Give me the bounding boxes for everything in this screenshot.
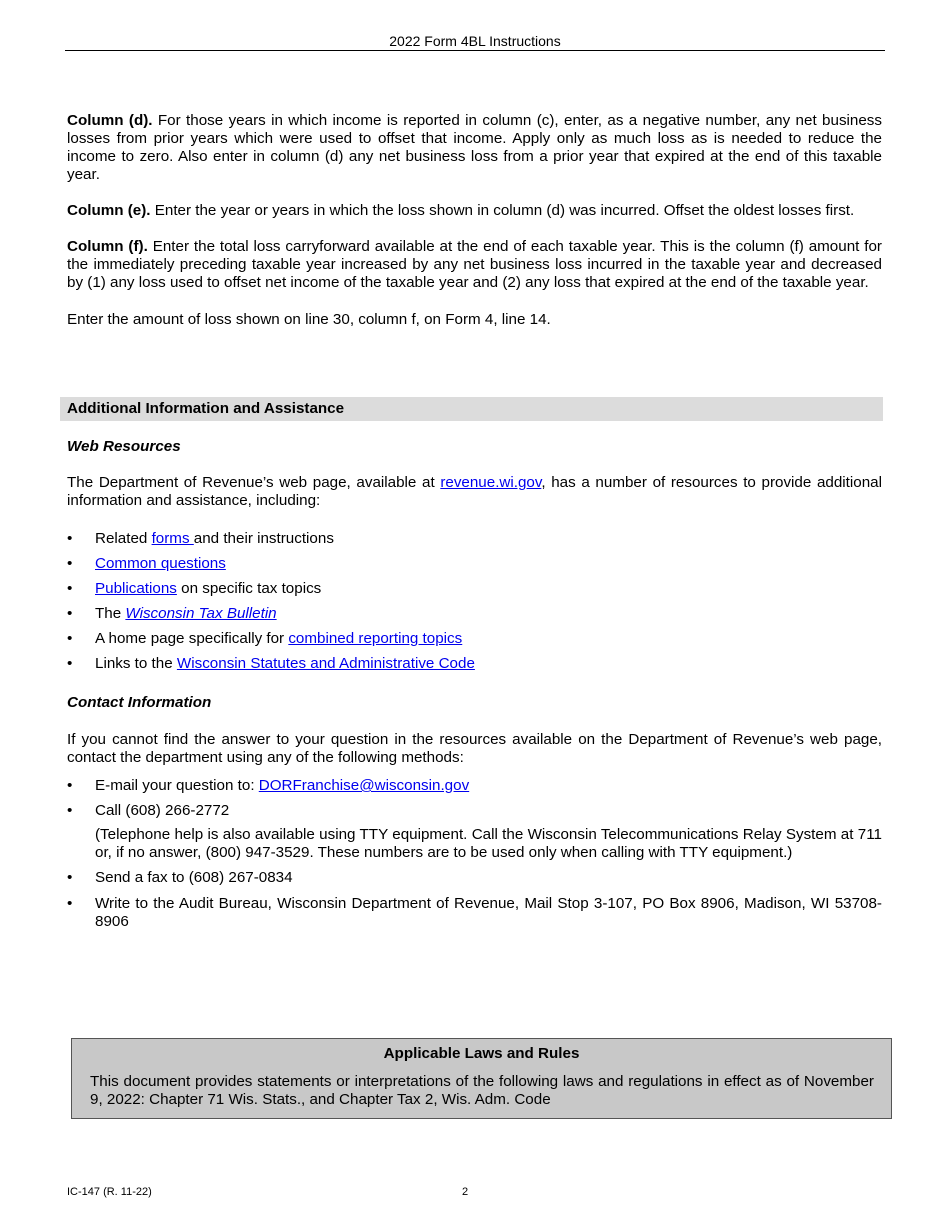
column-e-paragraph — [67, 202, 882, 220]
bullet-icon: • — [67, 655, 73, 672]
column-f-text: Enter the total loss carryforward available at the end of each taxable year. This is the column (f) amount for the immediately preceding taxable year increased by any net business loss incurred in the taxable year and decreased by (1) any loss used to offset net income of the taxable year and (2) any loss that expired at the end of the taxable year. — [67, 238, 882, 291]
form-id: IC-147 (R. 11-22) — [67, 1186, 152, 1198]
column-e-text: Enter the year or years in which the loss shown in column (d) was incurred. Offset the oldest losses first. — [150, 202, 855, 219]
web-resources-heading: Web Resources — [67, 438, 181, 455]
write-text: Write to the Audit Bureau, Wisconsin Department of Revenue, Mail Stop 3-107, PO Box 8906, Madison, WI 53708-8906 — [95, 895, 882, 930]
bullet-text: Related — [95, 530, 152, 547]
publications-link[interactable]: Publications — [95, 580, 177, 597]
applicable-laws-title: Applicable Laws and Rules — [383, 1045, 580, 1062]
bullet-text: and their instructions — [193, 530, 334, 547]
bullet-icon: • — [67, 895, 73, 912]
column-e-label: Column (e). — [67, 202, 151, 219]
column-d-paragraph — [67, 112, 882, 184]
page-header: 2022 Form 4BL Instructions — [65, 33, 885, 51]
common-questions-link[interactable]: Common questions — [95, 555, 226, 572]
bullet-text: E-mail your question to: — [95, 777, 259, 794]
statutes-link[interactable]: Wisconsin Statutes and Administrative Code — [176, 655, 475, 672]
applicable-laws-body: This document provides statements or interpretations of the following laws and regulations in effect as of November 9, 2022: Chapter 71 Wis. Stats., and Chapter Tax 2, Wis. Adm. Code — [90, 1073, 874, 1108]
section-heading: Additional Information and Assistance — [67, 400, 345, 417]
column-f-label: Column (f). — [67, 238, 148, 255]
bullet-icon: • — [67, 777, 73, 794]
section-bar-additional-info — [60, 397, 883, 421]
bullet-icon: • — [67, 580, 73, 597]
contact-info-heading: Contact Information — [67, 694, 212, 711]
bullet-text: A home page specifically for — [95, 630, 289, 647]
column-f-paragraph — [67, 238, 882, 292]
bullet-icon: • — [67, 802, 73, 819]
bullet-text: The — [95, 605, 126, 622]
bullet-icon: • — [67, 869, 73, 886]
contact-intro-paragraph: If you cannot find the answer to your question in the resources available on the Department of Revenue’s web page, contact the department using any of the following methods: — [67, 731, 882, 766]
tax-bulletin-link[interactable]: Wisconsin Tax Bulletin — [125, 605, 277, 622]
line30-paragraph: Enter the amount of loss shown on line 30, column f, on Form 4, line 14. — [67, 311, 551, 328]
combined-reporting-link[interactable]: combined reporting topics — [288, 630, 463, 647]
email-link[interactable]: DORFranchise@wisconsin.gov — [258, 777, 470, 794]
bullet-text: Links to the — [95, 655, 177, 672]
fax-text: Send a fax to (608) 267-0834 — [95, 869, 293, 886]
bullet-icon: • — [67, 530, 73, 547]
applicable-laws-box — [71, 1038, 892, 1119]
revenue-link[interactable]: revenue.wi.gov — [440, 474, 542, 491]
column-d-text: For those years in which income is reported in column (c), enter, as a negative number, any net business losses from prior years which were used to offset that income. Apply only as much loss as is needed to reduce the income to zero. Also enter in column (d) any net business loss from a prior year that expired at the end of this taxable year. — [67, 112, 882, 183]
tty-text: (Telephone help is also available using TTY equipment. Call the Wisconsin Telecommunications Relay System at 711 or, if no answer, (800) 947-3529. These numbers are to be used only when calling with TTY equipment.) — [95, 826, 882, 861]
call-text: Call (608) 266-2772 — [95, 802, 230, 819]
bullet-icon: • — [67, 605, 73, 622]
bullet-icon: • — [67, 630, 73, 647]
bullet-icon: • — [67, 555, 73, 572]
column-d-label: Column (d). — [67, 112, 153, 129]
web-intro-text: The Department of Revenue’s web page, available at — [67, 474, 441, 491]
bullet-text: on specific tax topics — [176, 580, 322, 597]
page-number: 2 — [462, 1186, 469, 1198]
forms-link[interactable]: forms — [151, 530, 194, 547]
web-intro-text-2: , has a number of resources to provide additional information and assistance, including: — [67, 474, 882, 509]
web-intro-paragraph — [67, 474, 882, 510]
